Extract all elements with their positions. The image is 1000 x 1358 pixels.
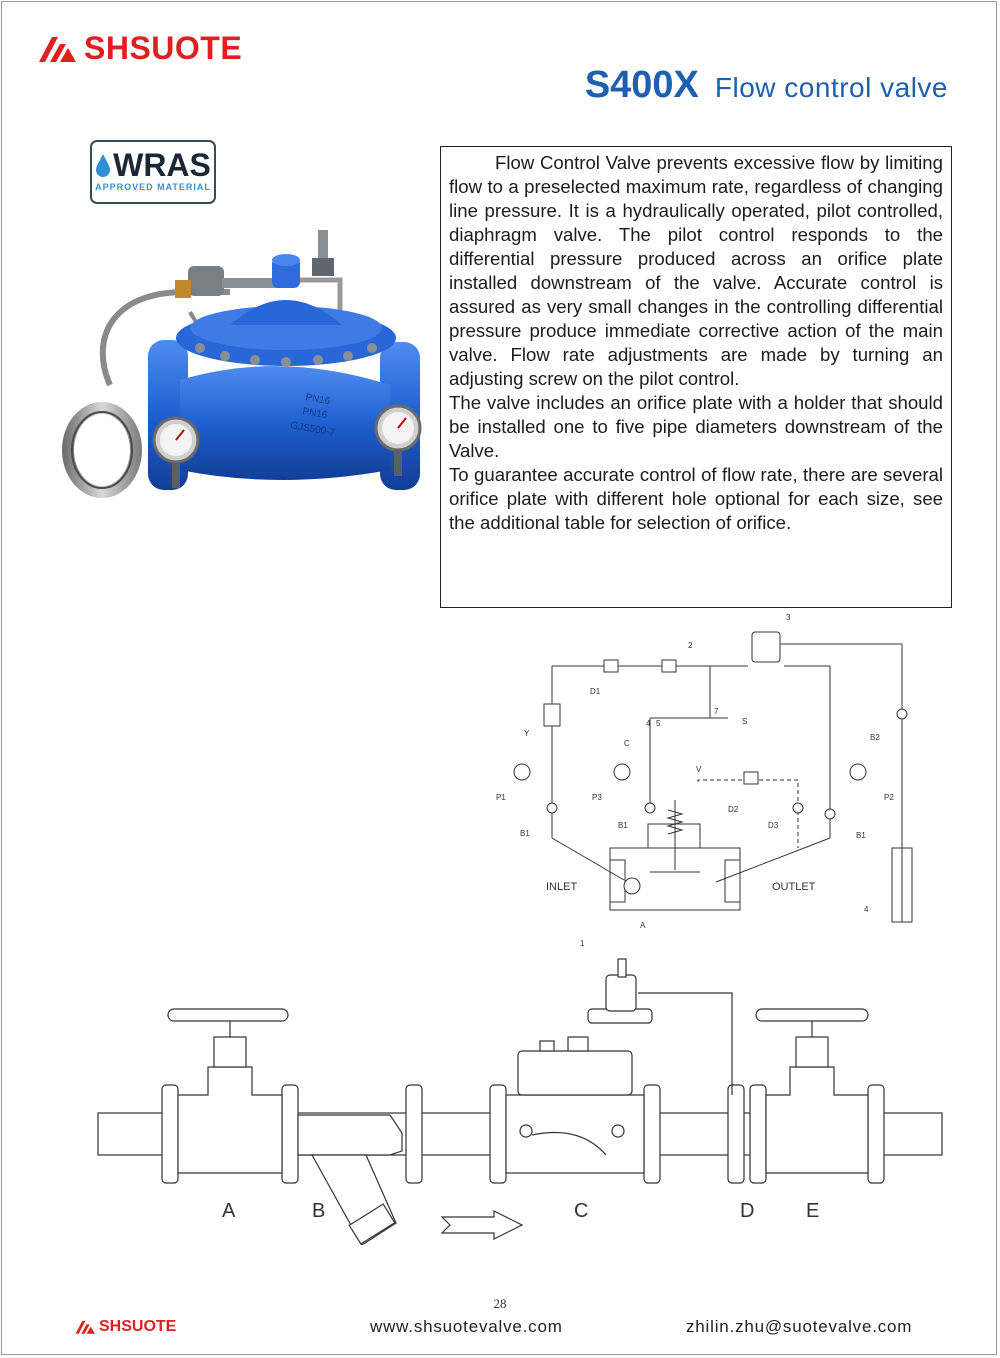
label-install-d: D bbox=[740, 1200, 755, 1222]
footer-website-link[interactable]: www.shsuotevalve.com bbox=[370, 1317, 563, 1336]
footer-brand-name: SHSUOTE bbox=[99, 1318, 177, 1335]
wras-badge bbox=[90, 140, 216, 204]
label-n4: 4 bbox=[864, 905, 869, 914]
description-box bbox=[440, 146, 952, 608]
label-n1: 1 bbox=[580, 939, 585, 948]
label-install-b: B bbox=[312, 1200, 326, 1222]
model-code: S400X bbox=[584, 64, 699, 106]
label-install-a: A bbox=[222, 1200, 236, 1222]
label-outlet: OUTLET bbox=[772, 881, 816, 893]
body-marking-2: PN16 bbox=[301, 406, 329, 422]
label-s: S bbox=[742, 717, 748, 726]
product-photo bbox=[50, 220, 430, 510]
page-number: 28 bbox=[493, 1296, 507, 1311]
cert-name: WRAS bbox=[113, 147, 211, 183]
description-paragraph-2: The valve includes an orifice plate with a holder that should be installed one to five pipe diameters downstream of the Valve. bbox=[449, 392, 943, 461]
brand-mark-icon bbox=[36, 34, 78, 64]
label-v: V bbox=[696, 765, 702, 774]
label-y: Y bbox=[524, 729, 530, 738]
page-title bbox=[585, 64, 948, 107]
brand-logo bbox=[36, 30, 242, 67]
water-drop-icon bbox=[95, 153, 111, 177]
label-n3: 3 bbox=[786, 613, 791, 622]
label-d3: D3 bbox=[768, 821, 779, 830]
label-d2: D2 bbox=[728, 805, 739, 814]
label-n4-small: 4 bbox=[646, 719, 651, 728]
label-p1: P1 bbox=[496, 793, 506, 802]
flow-direction-arrow-icon bbox=[442, 1211, 522, 1239]
model-name: Flow control valve bbox=[714, 72, 948, 103]
label-b1-right: B1 bbox=[856, 831, 866, 840]
label-install-c: C bbox=[574, 1200, 589, 1222]
footer-email-link[interactable]: zhilin.zhu@suotevalve.com bbox=[686, 1317, 913, 1336]
label-n7-small: 7 bbox=[714, 707, 719, 716]
label-a: A bbox=[640, 921, 646, 930]
description-paragraph-3: To guarantee accurate control of flow rate, there are several orifice plate with different hole optional for each size, see the additional table for selection of orifice. bbox=[449, 464, 943, 533]
body-marking-3: GJS500-7 bbox=[289, 420, 336, 439]
hydraulic-schematic bbox=[490, 610, 930, 950]
label-n5-small: 5 bbox=[656, 719, 661, 728]
footer-brand-mark-icon bbox=[74, 1319, 96, 1335]
label-b2: B2 bbox=[870, 733, 880, 742]
installation-drawing bbox=[90, 955, 950, 1245]
label-p3: P3 bbox=[592, 793, 602, 802]
label-b1-left: B1 bbox=[520, 829, 530, 838]
label-d1: D1 bbox=[590, 687, 601, 696]
label-c: C bbox=[624, 739, 630, 748]
footer-brand bbox=[74, 1318, 176, 1336]
cert-subtitle: APPROVED MATERIAL bbox=[95, 182, 211, 192]
label-inlet: INLET bbox=[546, 881, 578, 893]
description-paragraph-1: Flow Control Valve prevents excessive flow by limiting flow to a preselected maximum rate, regardless of changing line pressure. It is a hydraulically operated, pilot controlled, diaphragm valve. The pilot control responds to the differential pressure produced across an orifice plate installed downstream of the valve. Accurate control is assured as very small changes in the controlling differential pressure produce immediate corrective action of the main valve. Flow rate adjustments are made by turning an adjusting screw on the pilot control. bbox=[449, 152, 943, 389]
label-n2: 2 bbox=[688, 641, 693, 650]
brand-name: SHSUOTE bbox=[84, 30, 243, 66]
label-p2: P2 bbox=[884, 793, 894, 802]
body-marking-1: PN16 bbox=[304, 392, 332, 408]
label-b1-mid: B1 bbox=[618, 821, 628, 830]
label-install-e: E bbox=[806, 1200, 820, 1222]
